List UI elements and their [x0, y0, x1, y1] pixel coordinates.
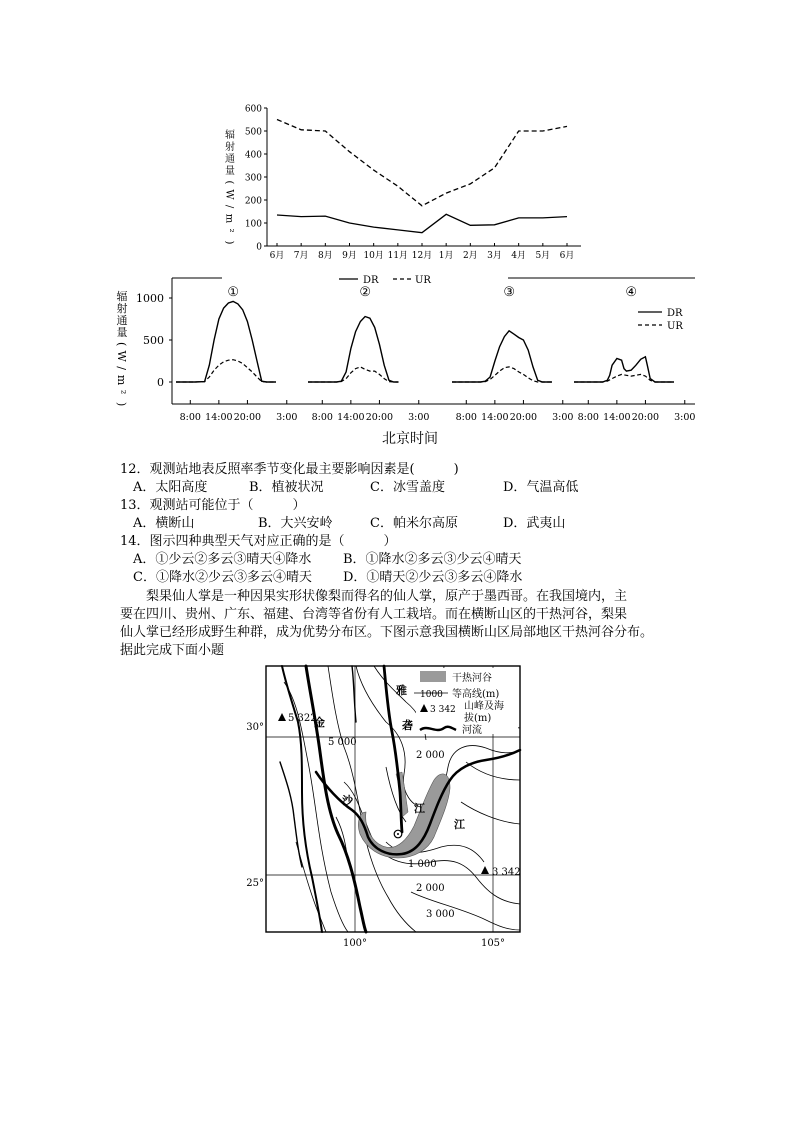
map-contour-label-5000: 5 000 — [328, 737, 357, 748]
diurnal-ylabel-char: ( — [115, 342, 129, 347]
map-legend-contour-label: 等高线(m) — [452, 689, 500, 700]
hengduan-valley-map — [236, 662, 536, 952]
diurnal-ylabel-char: ) — [115, 402, 129, 407]
diurnal-xtick-label: 8:00 — [577, 412, 599, 423]
diurnal-legend-ur: UR — [667, 321, 683, 332]
diurnal-xtick-label: 3:00 — [276, 412, 298, 423]
map-contour-label-2000-lower: 2 000 — [416, 883, 445, 894]
map-legend — [414, 668, 518, 736]
diurnal-chart-ylabel — [115, 290, 128, 406]
seasonal-ylabel-char: 量 — [225, 166, 235, 177]
seasonal-ytick-label: 600 — [244, 104, 262, 115]
question-13-option-a: A．横断山 — [133, 516, 195, 531]
diurnal-xlabel: 北京时间 — [382, 431, 438, 447]
seasonal-ytick-label: 200 — [244, 196, 262, 207]
diurnal-ylabel-char: 射 — [116, 302, 128, 315]
diurnal-xtick-label: 8:00 — [455, 412, 477, 423]
seasonal-ylabel-char: 辐 — [225, 130, 235, 141]
question-14-option-a: A．①少云②多云③晴天④降水 — [133, 552, 312, 567]
diurnal-panel-2 — [308, 285, 429, 423]
question-14-option-b: B．①降水②多云③少云④晴天 — [343, 552, 522, 567]
diurnal-panel-4 — [574, 285, 695, 423]
diurnal-ylabel-char: 量 — [116, 326, 128, 339]
diurnal-panel-dr-line — [574, 357, 674, 382]
diurnal-ytick-label: 0 — [157, 376, 164, 389]
seasonal-series-dr-line — [277, 214, 567, 232]
seasonal-xtick-label: 12月 — [411, 251, 433, 261]
seasonal-xtick-label: 6月 — [559, 251, 575, 261]
diurnal-legend — [638, 308, 683, 332]
map-legend-peak-line2: 拔(m) — [464, 713, 492, 724]
diurnal-panel-label: ② — [359, 285, 371, 300]
diurnal-panel-3 — [452, 285, 573, 423]
map-peak-nw-label: 5 322 — [288, 713, 317, 724]
diurnal-panel-dr-line — [308, 317, 399, 383]
seasonal-xtick-label: 1月 — [438, 251, 454, 261]
question-14-option-c: C．①降水②少云③多云④晴天 — [133, 570, 312, 585]
question-12-stem: 12．观测站地表反照率季节变化最主要影响因素是( ) — [120, 462, 459, 477]
seasonal-ylabel-char: / — [223, 204, 235, 209]
seasonal-xtick-label: 6月 — [269, 251, 285, 261]
diurnal-panel-dr-line — [452, 331, 552, 382]
map-station-dot — [397, 833, 399, 835]
question-12-option-b: B．植被状况 — [249, 480, 324, 495]
seasonal-legend-ur: UR — [415, 275, 431, 286]
seasonal-xtick-label: 2月 — [462, 251, 478, 261]
seasonal-xtick-label: 5月 — [535, 251, 551, 261]
seasonal-ytick-label: 300 — [244, 173, 262, 184]
map-contour-label-1000: 1 000 — [408, 859, 437, 870]
seasonal-radiation-chart — [215, 100, 595, 290]
diurnal-ytick-label: 1000 — [136, 292, 164, 305]
diurnal-ytick-label: 500 — [143, 334, 164, 347]
seasonal-ytick-label: 100 — [244, 219, 262, 230]
diurnal-ylabel-char: W — [115, 350, 129, 362]
diurnal-panel-dr-line — [176, 301, 276, 382]
seasonal-xtick-label: 11月 — [387, 251, 409, 261]
question-12-option-d: D．气温高低 — [503, 480, 579, 495]
map-river-jiang-1: 江 — [414, 802, 425, 815]
map-legend-contour-sample: 1000 — [420, 690, 443, 700]
map-river-jin: 金 — [314, 716, 325, 729]
question-13-option-b: B．大兴安岭 — [258, 516, 333, 531]
seasonal-ylabel-char: ) — [223, 240, 235, 245]
diurnal-xtick-label: 3:00 — [408, 412, 430, 423]
diurnal-ylabel-char: 辐 — [116, 290, 128, 303]
seasonal-xtick-label: 9月 — [342, 251, 357, 261]
diurnal-panel-label: ③ — [503, 285, 515, 300]
question-12-option-c: C．冰雪盖度 — [370, 480, 445, 495]
seasonal-chart-ylabel — [224, 128, 236, 245]
diurnal-xtick-label: 3:00 — [674, 412, 696, 423]
diurnal-xtick-label: 20:00 — [365, 412, 394, 423]
diurnal-panel-label: ① — [227, 285, 239, 300]
seasonal-legend-dr: DR — [363, 275, 379, 286]
question-13-option-d: D．武夷山 — [503, 516, 566, 531]
map-legend-valley-swatch — [420, 671, 446, 682]
map-river-sha: 沙 — [342, 794, 353, 807]
diurnal-xtick-label: 20:00 — [631, 412, 660, 423]
diurnal-ylabel-char: m — [115, 374, 129, 386]
seasonal-xtick-label: 7月 — [293, 251, 309, 261]
diurnal-radiation-chart — [110, 274, 700, 450]
question-12-option-a: A．太阳高度 — [133, 480, 208, 495]
seasonal-ylabel-char: 通 — [225, 154, 235, 165]
map-lon-100: 100° — [342, 938, 368, 949]
seasonal-ylabel-char: W — [223, 189, 235, 200]
diurnal-xtick-label: 3:00 — [552, 412, 574, 423]
map-lat-25: 25° — [246, 878, 264, 889]
seasonal-ytick-label: 0 — [256, 242, 262, 253]
question-13-option-c: C．帕米尔高原 — [370, 516, 458, 531]
diurnal-panel-ur-line — [574, 374, 674, 382]
seasonal-xtick-label: 8月 — [317, 251, 333, 261]
diurnal-ylabel-char: 通 — [116, 314, 128, 327]
map-legend-valley-label: 干热河谷 — [452, 673, 492, 684]
map-contour-label-3000: 3 000 — [426, 909, 455, 920]
question-13-stem: 13．观测站可能位于（ ） — [120, 498, 306, 513]
diurnal-legend-dr: DR — [667, 308, 683, 319]
diurnal-xtick-label: 14:00 — [337, 412, 365, 423]
map-legend-river-label: 河流 — [462, 725, 482, 736]
map-peak-se-label: 3 342 — [492, 867, 521, 878]
seasonal-series-ur-line — [277, 120, 567, 206]
passage-line-4: 据此完成下面小题 — [120, 643, 225, 658]
seasonal-ylabel-char: ² — [223, 228, 235, 233]
map-river-jiang-2: 江 — [454, 818, 465, 831]
seasonal-ytick-label: 500 — [244, 127, 262, 138]
passage-line-3: 仙人掌已经形成野生种群，成为优势分布区。下图示意我国横断山区局部地区干热河谷分布。 — [120, 625, 654, 640]
diurnal-ylabel-char: / — [115, 366, 129, 371]
seasonal-ylabel-char: ( — [223, 180, 235, 185]
seasonal-ytick-label: 400 — [244, 150, 262, 161]
diurnal-panel-label: ④ — [625, 285, 637, 300]
diurnal-xtick-label: 14:00 — [603, 412, 631, 423]
seasonal-xtick-label: 10月 — [363, 251, 384, 261]
diurnal-xtick-label: 14:00 — [481, 412, 509, 423]
seasonal-ylabel-char: 射 — [225, 142, 235, 153]
seasonal-xtick-label: 4月 — [511, 251, 527, 261]
diurnal-xtick-label: 8:00 — [179, 412, 201, 423]
seasonal-xtick-label: 3月 — [487, 251, 502, 261]
map-lat-30: 30° — [246, 722, 264, 733]
diurnal-ylabel-char: ² — [115, 389, 129, 395]
diurnal-xtick-label: 20:00 — [509, 412, 538, 423]
diurnal-xtick-label: 14:00 — [205, 412, 233, 423]
diurnal-panel-1 — [176, 285, 297, 423]
map-contour-label-2000-upper: 2 000 — [416, 750, 445, 761]
diurnal-xtick-label: 20:00 — [233, 412, 262, 423]
question-14-option-d: D．①晴天②少云③多云④降水 — [343, 570, 523, 585]
question-14-stem: 14．图示四种典型天气对应正确的是（ ） — [120, 534, 397, 549]
map-river-long: 砻 — [402, 719, 413, 732]
diurnal-xtick-label: 8:00 — [311, 412, 333, 423]
map-legend-peak-line1: 山峰及海 — [464, 701, 504, 712]
map-river-ya: 雅 — [396, 684, 407, 697]
map-lon-105: 105° — [480, 938, 506, 949]
map-legend-peak-sample: 3 342 — [430, 705, 456, 715]
seasonal-ylabel-char: m — [223, 213, 235, 224]
passage-line-2: 要在四川、贵州、广东、福建、台湾等省份有人工栽培。而在横断山区的干热河谷，梨果 — [120, 607, 628, 622]
passage-line-1: 梨果仙人掌是一种因果实形状像梨而得名的仙人掌，原产于墨西哥。在我国境内，主 — [146, 589, 628, 604]
